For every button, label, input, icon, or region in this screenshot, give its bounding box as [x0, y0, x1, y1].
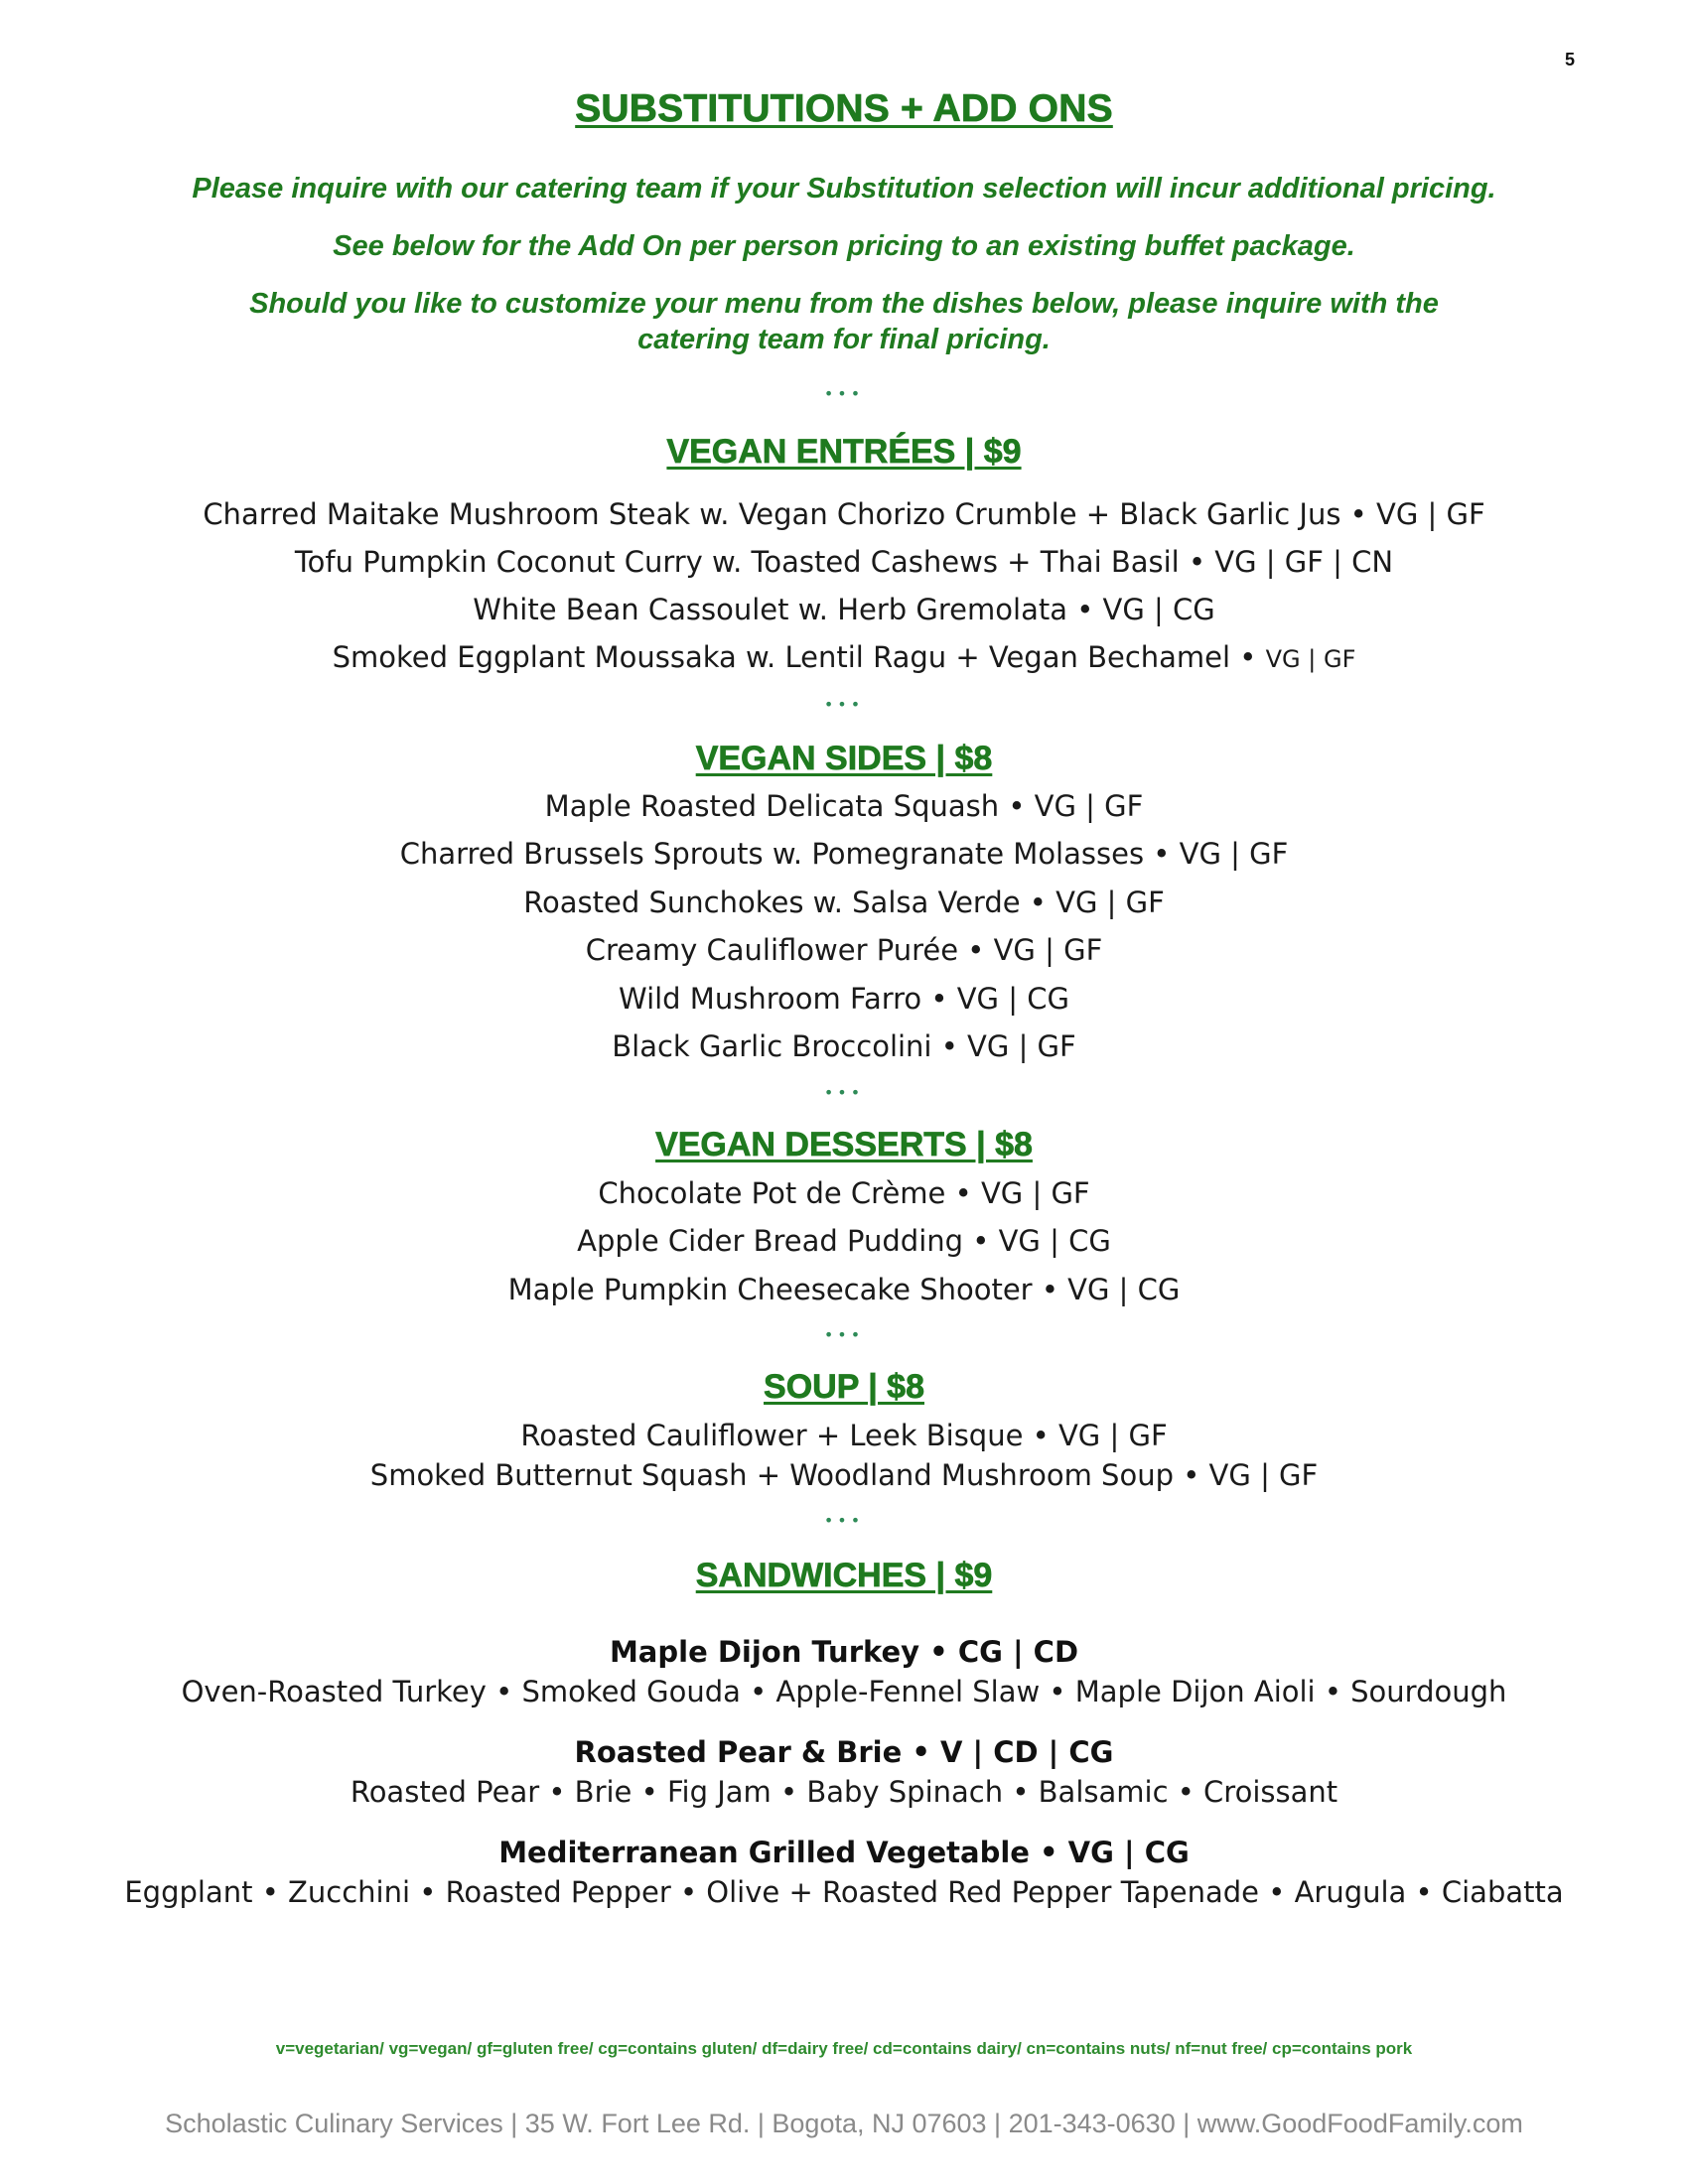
menu-item-text: Smoked Eggplant Moussaka w. Lentil Ragu + Vegan Bechamel •: [332, 640, 1266, 674]
section-title-vegan-entrees: VEGAN ENTRÉES | $9: [666, 433, 1022, 471]
footer-contact: Scholastic Culinary Services | 35 W. Fort Lee Rd. | Bogota, NJ 07603 | 201-343-0630 | www.GoodFoodFamily.com: [165, 2109, 1523, 2138]
menu-item: Tofu Pumpkin Coconut Curry w. Toasted Cashews + Thai Basil • VG | GF | CN: [294, 545, 1394, 579]
separator-dots: •••: [823, 1325, 865, 1344]
menu-item: Roasted Sunchokes w. Salsa Verde • VG | GF: [523, 886, 1165, 919]
menu-item: Roasted Cauliflower + Leek Bisque • VG | GF: [520, 1419, 1168, 1452]
page-number: 5: [1565, 50, 1576, 69]
separator-dots: •••: [823, 384, 865, 403]
menu-item: White Bean Cassoulet w. Herb Gremolata • VG | CG: [473, 593, 1215, 626]
menu-item: Chocolate Pot de Crème • VG | GF: [598, 1176, 1090, 1210]
dietary-legend: v=vegetarian/ vg=vegan/ gf=gluten free/ cg=contains gluten/ df=dairy free/ cd=contains dairy/ cn=contains nuts/ nf=nut free/ cp=contains pork: [275, 2039, 1413, 2058]
intro-line-3a: Should you like to customize your menu from the dishes below, please inquire with the: [249, 288, 1439, 320]
section-title-sandwiches: SANDWICHES | $9: [695, 1557, 993, 1594]
intro-line-1: Please inquire with our catering team if your Substitution selection will incur additional pricing.: [192, 173, 1496, 205]
section-title-soup: SOUP | $8: [764, 1368, 924, 1406]
sandwich-description: Oven-Roasted Turkey • Smoked Gouda • Apple-Fennel Slaw • Maple Dijon Aioli • Sourdough: [181, 1675, 1507, 1708]
separator-dots: •••: [823, 1083, 865, 1102]
menu-item: Charred Brussels Sprouts w. Pomegranate Molasses • VG | GF: [399, 837, 1289, 871]
sandwich-name: Maple Dijon Turkey • CG | CD: [609, 1635, 1079, 1669]
intro-line-3b: catering team for final pricing.: [637, 324, 1051, 355]
intro-line-2: See below for the Add On per person pricing to an existing buffet package.: [333, 230, 1355, 262]
menu-item-tags: VG | GF: [1265, 645, 1356, 673]
sandwich-name: Roasted Pear & Brie • V | CD | CG: [574, 1735, 1114, 1769]
menu-item: Creamy Cauliflower Purée • VG | GF: [585, 933, 1103, 967]
menu-item: Maple Pumpkin Cheesecake Shooter • VG | CG: [507, 1273, 1181, 1306]
sandwich-name: Mediterranean Grilled Vegetable • VG | CG: [498, 1836, 1190, 1869]
menu-item: Apple Cider Bread Pudding • VG | CG: [577, 1224, 1111, 1258]
menu-item: [0, 637, 1688, 679]
page-title: SUBSTITUTIONS + ADD ONS: [575, 87, 1113, 130]
section-title-vegan-sides: VEGAN SIDES | $8: [695, 740, 993, 777]
separator-dots: •••: [823, 1511, 865, 1530]
menu-item: Black Garlic Broccolini • VG | GF: [612, 1029, 1076, 1063]
separator-dots: •••: [823, 695, 865, 714]
menu-item: Wild Mushroom Farro • VG | CG: [619, 982, 1069, 1016]
sandwich-description: Roasted Pear • Brie • Fig Jam • Baby Spinach • Balsamic • Croissant: [350, 1775, 1338, 1809]
menu-item: Charred Maitake Mushroom Steak w. Vegan Chorizo Crumble + Black Garlic Jus • VG | GF: [203, 497, 1485, 531]
menu-item: Smoked Butternut Squash + Woodland Mushroom Soup • VG | GF: [369, 1458, 1319, 1492]
menu-item: Maple Roasted Delicata Squash • VG | GF: [544, 789, 1144, 823]
section-title-vegan-desserts: VEGAN DESSERTS | $8: [655, 1126, 1033, 1163]
sandwich-description: Eggplant • Zucchini • Roasted Pepper • Olive + Roasted Red Pepper Tapenade • Arugula • Ciabatta: [124, 1875, 1564, 1909]
